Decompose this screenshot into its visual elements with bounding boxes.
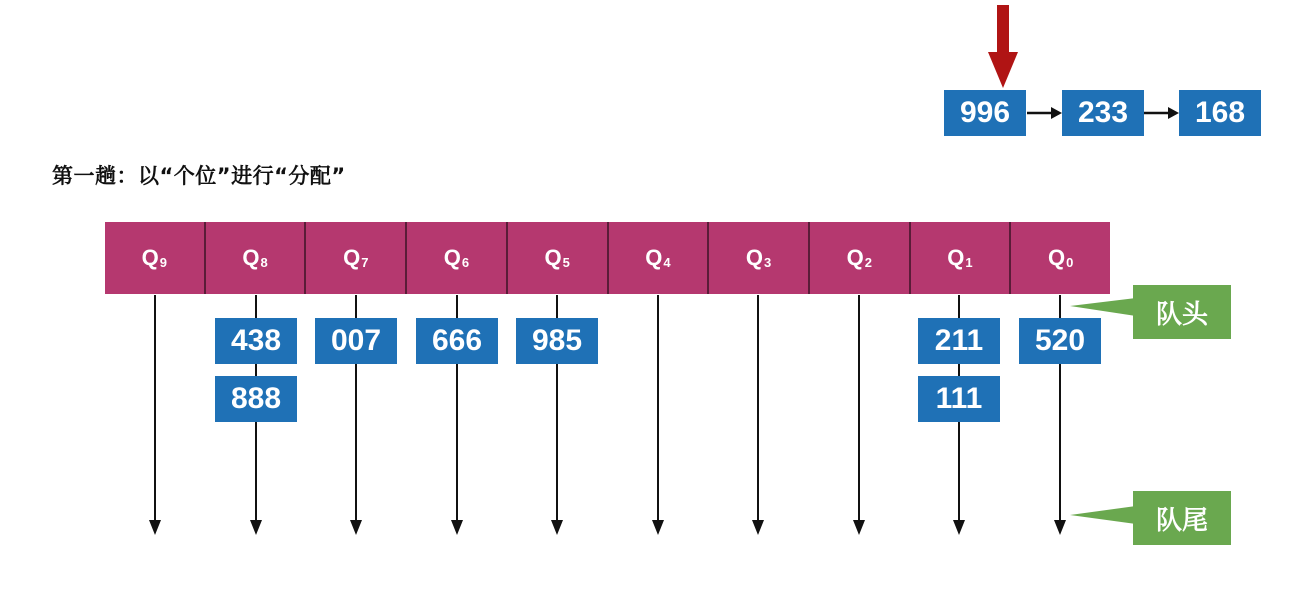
- queue-item: 007: [315, 318, 397, 364]
- queue-label: Q: [141, 245, 159, 270]
- queue-tail-arrow-icon: [1054, 520, 1066, 535]
- head-callout-pointer: [1070, 298, 1136, 316]
- queue-cell: [607, 222, 708, 294]
- queue-item: 520: [1019, 318, 1101, 364]
- queue-item: 666: [416, 318, 498, 364]
- queue-index: 8: [260, 254, 268, 270]
- queue-tail-arrow-icon: [953, 520, 965, 535]
- queue-tail-arrow-icon: [250, 520, 262, 535]
- pointer-arrow-icon: [988, 5, 1018, 88]
- queue-item: 211: [918, 318, 1000, 364]
- queue-cell: [304, 222, 405, 294]
- queue-label: Q: [343, 245, 361, 270]
- queue-cell: [204, 222, 305, 294]
- queue-item: 111: [918, 376, 1000, 422]
- queue-index: 3: [764, 254, 772, 270]
- chain-node: 996: [944, 90, 1026, 136]
- queue-index: 6: [461, 254, 470, 270]
- queue-index: 0: [1066, 254, 1074, 270]
- queue-label: Q: [645, 245, 663, 270]
- queue-index: 4: [663, 254, 671, 270]
- queue-head-tag: 队头: [1133, 285, 1231, 339]
- queue-label: Q: [544, 245, 562, 270]
- queue-label: Q: [846, 245, 864, 270]
- pass-title: 第一趟：以“个位”进行“分配”: [52, 164, 346, 188]
- chain-node: 168: [1179, 90, 1261, 136]
- queue-index: 2: [864, 254, 872, 270]
- queue-cell: [909, 222, 1010, 294]
- queue-index: 7: [361, 254, 369, 270]
- queue-cell: [808, 222, 909, 294]
- queue-cell: [105, 222, 204, 294]
- queue-label: Q: [443, 245, 461, 270]
- queue-label: Q: [1048, 245, 1066, 270]
- queue-tail-arrow-icon: [149, 520, 161, 535]
- queue-bar: [105, 222, 1110, 294]
- queue-tail-arrow-icon: [551, 520, 563, 535]
- queue-tail-arrow-icon: [853, 520, 865, 535]
- queue-tail-arrow-icon: [350, 520, 362, 535]
- chain-link-arrow-icon: [1144, 107, 1179, 119]
- queue-label: Q: [242, 245, 260, 270]
- chain-node: 233: [1062, 90, 1144, 136]
- queue-item: 888: [215, 376, 297, 422]
- queue-index: 1: [965, 254, 973, 270]
- queue-cell: [506, 222, 607, 294]
- queue-cell: [1009, 222, 1110, 294]
- queue-item: 985: [516, 318, 598, 364]
- queue-tail-arrow-icon: [451, 520, 463, 535]
- queue-tail-tag: 队尾: [1133, 491, 1231, 545]
- queue-tail-arrow-icon: [752, 520, 764, 535]
- queue-index: 5: [562, 254, 570, 270]
- queue-label: Q: [745, 245, 764, 270]
- chain-link-arrow-icon: [1027, 107, 1062, 119]
- queue-item: 438: [215, 318, 297, 364]
- queue-cell: [405, 222, 506, 294]
- tail-callout-pointer: [1070, 506, 1136, 524]
- queue-tail-arrow-icon: [652, 520, 664, 535]
- queue-index: 9: [159, 254, 168, 270]
- queue-label: Q: [947, 245, 965, 270]
- queue-cell: [707, 222, 808, 294]
